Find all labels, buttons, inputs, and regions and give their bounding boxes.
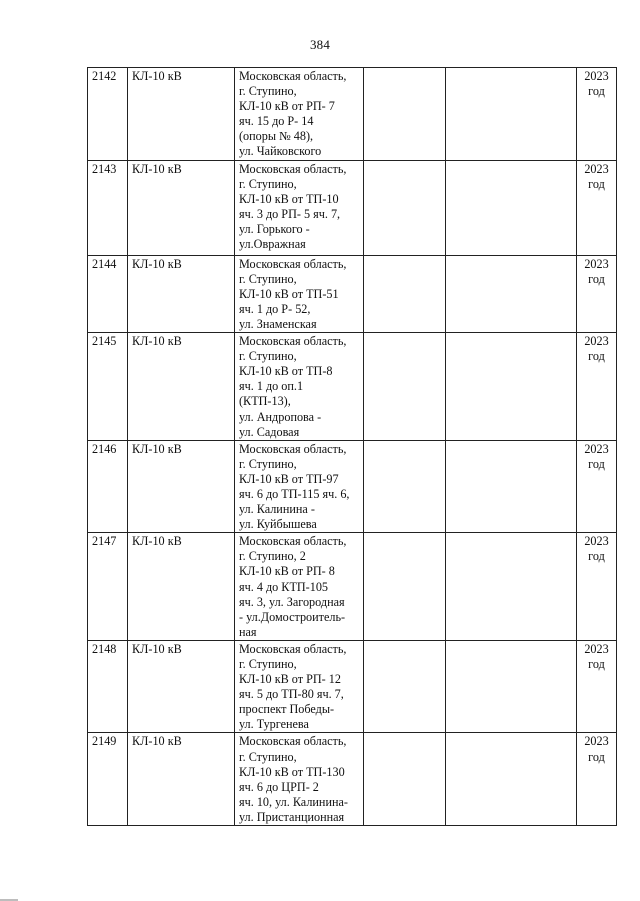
address-line: яч. 6 до ЦРП- 2 [239, 779, 319, 794]
address-line: яч. 10, ул. Калинина- [239, 794, 348, 809]
empty-cell [446, 68, 577, 161]
address-line: ная [239, 624, 257, 639]
empty-cell [364, 733, 446, 826]
year-line: год [588, 549, 605, 564]
empty-cell [446, 533, 577, 641]
empty-cell [364, 68, 446, 161]
empty-cell [364, 440, 446, 533]
line-type: КЛ-10 кВ [128, 640, 235, 733]
year-line: год [588, 176, 605, 191]
completion-year [577, 255, 617, 332]
address-line: г. Ступино, [239, 657, 297, 671]
page-number: 384 [309, 37, 331, 52]
address-line: КЛ-10 кВ от РП- 7 [239, 99, 335, 114]
registry-table-body [88, 68, 617, 826]
address-line: г. Ступино, [239, 349, 297, 364]
empty-cell [446, 733, 577, 826]
address-line: яч. 1 до Р- 52, [239, 301, 311, 316]
row-number: 2147 [88, 533, 128, 641]
line-address [235, 333, 364, 441]
address-line: КЛ-10 кВ от РП- 8 [239, 564, 335, 579]
row-number: 2144 [88, 255, 128, 332]
empty-cell [364, 160, 446, 255]
address-line: ул. Садовая [239, 424, 300, 439]
table-row [88, 533, 617, 641]
address-line: г. Ступино, 2 [239, 549, 306, 564]
address-line: ул. Тургенева [239, 717, 309, 732]
line-type: КЛ-10 кВ [128, 733, 235, 826]
address-line: КЛ-10 кВ от ТП-97 [239, 471, 339, 486]
completion-year [577, 640, 617, 733]
line-address [235, 160, 364, 255]
address-line: ул. Куйбышева [239, 517, 317, 532]
year-line: 2023 [584, 161, 609, 176]
address-line: Московская область, [239, 441, 347, 456]
address-line: яч. 3, ул. Загородная [239, 594, 345, 609]
completion-year [577, 733, 617, 826]
address-line: яч. 15 до Р- 14 [239, 114, 314, 129]
line-address [235, 640, 364, 733]
address-line: КЛ-10 кВ от РП- 12 [239, 672, 341, 687]
empty-cell [446, 640, 577, 733]
address-line: КЛ-10 кВ от ТП-51 [239, 286, 339, 301]
address-line: Московская область, [239, 161, 347, 176]
address-line: (опоры № 48), [239, 129, 314, 144]
empty-cell [446, 333, 577, 441]
year-line: 2023 [584, 641, 609, 656]
address-line: яч. 3 до РП- 5 яч. 7, [239, 206, 341, 221]
year-line: год [588, 456, 605, 471]
address-line: г. Ступино, [239, 84, 297, 99]
completion-year [577, 440, 617, 533]
table-row [88, 68, 617, 161]
table-row [88, 255, 617, 332]
address-line: Московская область, [239, 256, 347, 271]
address-line: Московская область, [239, 69, 347, 83]
empty-cell [364, 533, 446, 641]
row-number: 2149 [88, 733, 128, 826]
address-line: ул. Знаменская [239, 316, 317, 331]
year-line: 2023 [584, 534, 609, 549]
address-line: г. Ступино, [239, 456, 297, 471]
address-line: яч. 5 до ТП-80 яч. 7, [239, 687, 344, 702]
address-line: ул. Калинина - [239, 502, 315, 517]
completion-year [577, 160, 617, 255]
year-line: 2023 [584, 256, 609, 271]
line-address [235, 733, 364, 826]
line-type: КЛ-10 кВ [128, 533, 235, 641]
address-line: ул. Пристанционная [239, 809, 345, 824]
address-line: яч. 4 до КТП-105 [239, 579, 329, 594]
year-line: год [588, 84, 605, 99]
address-line: ул. Горького - [239, 221, 310, 236]
table-row [88, 640, 617, 733]
completion-year [577, 333, 617, 441]
row-number: 2145 [88, 333, 128, 441]
year-line: год [588, 271, 605, 286]
row-number: 2146 [88, 440, 128, 533]
empty-cell [364, 333, 446, 441]
address-line: Московская область, [239, 534, 347, 549]
address-line: Московская область, [239, 734, 347, 749]
row-number: 2142 [88, 68, 128, 161]
line-type: КЛ-10 кВ [128, 255, 235, 332]
year-line: 2023 [584, 441, 609, 456]
registry-table [87, 67, 617, 826]
line-type: КЛ-10 кВ [128, 333, 235, 441]
completion-year [577, 533, 617, 641]
year-line: 2023 [584, 334, 609, 349]
empty-cell [446, 160, 577, 255]
empty-cell [446, 440, 577, 533]
address-line: (КТП-13), [239, 394, 291, 409]
line-address [235, 255, 364, 332]
year-line: 2023 [584, 69, 609, 83]
address-line: проспект Победы- [239, 702, 335, 717]
address-line: Московская область, [239, 641, 347, 656]
table-row [88, 333, 617, 441]
row-number: 2143 [88, 160, 128, 255]
address-line: КЛ-10 кВ от ТП-130 [239, 764, 345, 779]
address-line: - ул.Домостроитель- [239, 609, 346, 624]
year-line: 2023 [584, 734, 609, 749]
address-line: КЛ-10 кВ от ТП-8 [239, 364, 333, 379]
completion-year [577, 68, 617, 161]
line-address [235, 68, 364, 161]
year-line: год [588, 349, 605, 364]
table-row [88, 733, 617, 826]
line-type: КЛ-10 кВ [128, 440, 235, 533]
address-line: г. Ступино, [239, 271, 297, 286]
table-row [88, 440, 617, 533]
line-type: КЛ-10 кВ [128, 68, 235, 161]
empty-cell [364, 255, 446, 332]
table-row [88, 160, 617, 255]
address-line: ул.Овражная [239, 237, 306, 252]
address-line: яч. 6 до ТП-115 яч. 6, [239, 486, 350, 501]
row-number: 2148 [88, 640, 128, 733]
address-line: КЛ-10 кВ от ТП-10 [239, 191, 339, 206]
line-address [235, 440, 364, 533]
address-line: ул. Андропова - [239, 409, 322, 424]
address-line: г. Ступино, [239, 749, 297, 764]
empty-cell [364, 640, 446, 733]
address-line: г. Ступино, [239, 176, 297, 191]
year-line: год [588, 657, 605, 671]
line-address [235, 533, 364, 641]
address-line: Московская область, [239, 334, 347, 349]
address-line: яч. 1 до оп.1 [239, 379, 304, 394]
empty-cell [446, 255, 577, 332]
line-type: КЛ-10 кВ [128, 160, 235, 255]
address-line: ул. Чайковского [239, 144, 322, 159]
year-line: год [588, 749, 605, 764]
